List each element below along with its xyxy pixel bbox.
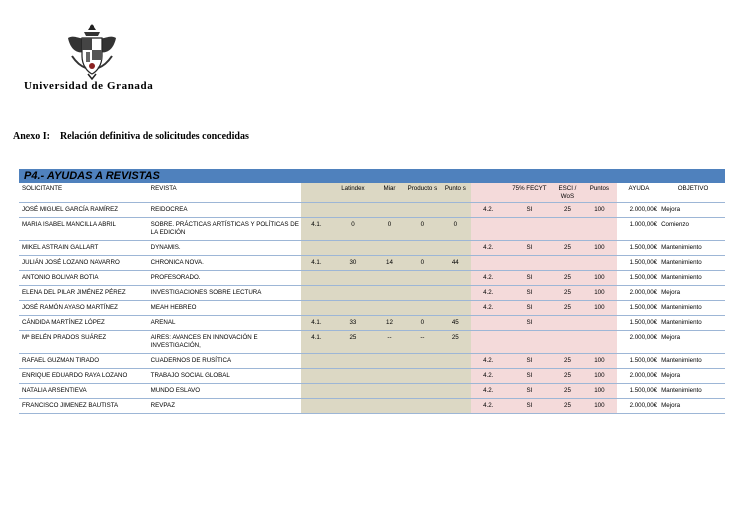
cell-code-g: 4.1. bbox=[301, 330, 332, 353]
cell-objetivo: Mantenimiento bbox=[661, 240, 725, 255]
cell-fecyt bbox=[506, 255, 553, 270]
cell-fecyt: SI bbox=[506, 270, 553, 285]
cell-latindex bbox=[332, 398, 374, 413]
cell-ayuda: 2.000,00€ bbox=[617, 285, 661, 300]
cell-esci: 25 bbox=[553, 383, 582, 398]
cell-miar bbox=[374, 202, 405, 217]
cell-esci: 25 bbox=[553, 240, 582, 255]
cell-latindex bbox=[332, 240, 374, 255]
cell-latindex: 30 bbox=[332, 255, 374, 270]
cell-ayuda: 2.000,00€ bbox=[617, 330, 661, 353]
cell-fecyt: SI bbox=[506, 300, 553, 315]
cell-latindex: 33 bbox=[332, 315, 374, 330]
cell-puntos bbox=[582, 217, 617, 240]
col-header-revista: REVISTA bbox=[150, 185, 177, 192]
cell-code-g: 4.1. bbox=[301, 217, 332, 240]
cell-code-g bbox=[301, 368, 332, 383]
cell-code-p bbox=[471, 255, 506, 270]
cell-ayuda: 2.000,00€ bbox=[617, 398, 661, 413]
cell-ayuda: 2.000,00€ bbox=[617, 368, 661, 383]
cell-objetivo: Mejora bbox=[661, 368, 725, 383]
cell-productos bbox=[405, 383, 440, 398]
cell-puntos: 100 bbox=[582, 300, 617, 315]
cell-objetivo: Mantenimiento bbox=[661, 300, 725, 315]
cell-puntos: 100 bbox=[582, 368, 617, 383]
cell-revista: AIRES: AVANCES EN INNOVACIÓN E INVESTIGACIÓN, bbox=[149, 330, 301, 353]
cell-revista: SOBRE. PRÁCTICAS ARTÍSTICAS Y POLÍTICAS DE LA EDICIÓN bbox=[149, 217, 301, 240]
cell-fecyt: SI bbox=[506, 368, 553, 383]
cell-ayuda: 1.500,00€ bbox=[617, 315, 661, 330]
cell-fecyt: SI bbox=[506, 315, 553, 330]
cell-solicitante: ENRIQUE EDUARDO RAYA LOZANO bbox=[19, 368, 149, 383]
cell-puntos-g bbox=[440, 300, 471, 315]
cell-objetivo: Mantenimiento bbox=[661, 255, 725, 270]
cell-puntos-g bbox=[440, 240, 471, 255]
cell-productos bbox=[405, 368, 440, 383]
cell-latindex bbox=[332, 368, 374, 383]
cell-ayuda: 2.000,00€ bbox=[617, 202, 661, 217]
cell-miar bbox=[374, 398, 405, 413]
cell-revista: REVPAZ bbox=[149, 398, 301, 413]
col-header-latindex: Latindex bbox=[332, 183, 374, 202]
col-header-objetivo: OBJETIVO bbox=[677, 185, 709, 192]
col-header-esci: ESCI / WoS bbox=[553, 183, 582, 202]
cell-code-p: 4.2. bbox=[471, 368, 506, 383]
cell-miar: 12 bbox=[374, 315, 405, 330]
cell-fecyt: SI bbox=[506, 240, 553, 255]
cell-productos: 0 bbox=[405, 217, 440, 240]
col-header-code-g bbox=[301, 183, 332, 202]
cell-objetivo: Mejora bbox=[661, 202, 725, 217]
cell-esci bbox=[553, 315, 582, 330]
annex-title: Relación definitiva de solicitudes concedidas bbox=[59, 131, 249, 142]
cell-esci: 25 bbox=[553, 285, 582, 300]
col-header-puntos: Puntos bbox=[582, 183, 617, 202]
cell-puntos bbox=[582, 315, 617, 330]
cell-revista: DYNAMIS. bbox=[149, 240, 301, 255]
cell-ayuda: 1.000,00€ bbox=[617, 217, 661, 240]
cell-puntos: 100 bbox=[582, 202, 617, 217]
cell-puntos-g bbox=[440, 353, 471, 368]
cell-puntos-g: 45 bbox=[440, 315, 471, 330]
col-header-puntos-g: Punto s bbox=[440, 183, 471, 202]
cell-productos: 0 bbox=[405, 315, 440, 330]
table-row bbox=[19, 255, 725, 270]
cell-solicitante: MARIA ISABEL MANCILLA ABRIL bbox=[19, 217, 149, 240]
cell-code-p: 4.2. bbox=[471, 353, 506, 368]
cell-solicitante: JOSÉ RAMÓN AYASO MARTÍNEZ bbox=[19, 300, 149, 315]
cell-puntos: 100 bbox=[582, 240, 617, 255]
cell-puntos-g: 44 bbox=[440, 255, 471, 270]
cell-ayuda: 1.500,00€ bbox=[617, 353, 661, 368]
cell-code-p bbox=[471, 315, 506, 330]
col-header-ayuda: AYUDA bbox=[628, 185, 650, 192]
cell-puntos: 100 bbox=[582, 383, 617, 398]
cell-puntos-g bbox=[440, 270, 471, 285]
cell-objetivo: Mantenimiento bbox=[661, 383, 725, 398]
cell-code-p: 4.2. bbox=[471, 300, 506, 315]
table-row bbox=[19, 240, 725, 255]
table-row bbox=[19, 398, 725, 413]
cell-revista: INVESTIGACIONES SOBRE LECTURA bbox=[149, 285, 301, 300]
cell-puntos: 100 bbox=[582, 285, 617, 300]
cell-puntos bbox=[582, 255, 617, 270]
cell-solicitante: Mª BELÉN PRADOS SUÁREZ bbox=[19, 330, 149, 353]
cell-ayuda: 1.500,00€ bbox=[617, 383, 661, 398]
cell-esci bbox=[553, 330, 582, 353]
cell-miar bbox=[374, 368, 405, 383]
cell-code-p: 4.2. bbox=[471, 398, 506, 413]
cell-code-p: 4.2. bbox=[471, 383, 506, 398]
table-row bbox=[19, 202, 725, 217]
grants-table-panel bbox=[19, 169, 725, 414]
cell-objetivo: Mantenimiento bbox=[661, 270, 725, 285]
cell-objetivo: Mejora bbox=[661, 330, 725, 353]
col-header-miar: Miar bbox=[374, 183, 405, 202]
cell-esci: 25 bbox=[553, 368, 582, 383]
cell-objetivo: Mantenimiento bbox=[661, 353, 725, 368]
cell-latindex bbox=[332, 270, 374, 285]
table-row bbox=[19, 300, 725, 315]
cell-code-g bbox=[301, 285, 332, 300]
cell-puntos-g bbox=[440, 398, 471, 413]
cell-code-g bbox=[301, 300, 332, 315]
cell-esci bbox=[553, 255, 582, 270]
cell-productos bbox=[405, 300, 440, 315]
cell-fecyt bbox=[506, 330, 553, 353]
cell-productos bbox=[405, 202, 440, 217]
cell-productos: -- bbox=[405, 330, 440, 353]
cell-miar bbox=[374, 240, 405, 255]
cell-code-p bbox=[471, 217, 506, 240]
cell-latindex: 25 bbox=[332, 330, 374, 353]
cell-miar: 14 bbox=[374, 255, 405, 270]
cell-latindex bbox=[332, 202, 374, 217]
cell-code-g bbox=[301, 383, 332, 398]
cell-code-g: 4.1. bbox=[301, 255, 332, 270]
cell-fecyt bbox=[506, 217, 553, 240]
table-row bbox=[19, 270, 725, 285]
cell-revista: MUNDO ESLAVO bbox=[149, 383, 301, 398]
cell-productos bbox=[405, 270, 440, 285]
cell-miar: 0 bbox=[374, 217, 405, 240]
cell-objetivo: Comienzo bbox=[661, 217, 725, 240]
table-header-row bbox=[19, 183, 725, 202]
cell-latindex: 0 bbox=[332, 217, 374, 240]
cell-objetivo: Mejora bbox=[661, 285, 725, 300]
cell-esci: 25 bbox=[553, 202, 582, 217]
cell-code-g bbox=[301, 202, 332, 217]
cell-ayuda: 1.500,00€ bbox=[617, 255, 661, 270]
cell-revista: ARENAL bbox=[149, 315, 301, 330]
cell-miar bbox=[374, 285, 405, 300]
cell-solicitante: ELENA DEL PILAR JIMÉNEZ PÉREZ bbox=[19, 285, 149, 300]
cell-fecyt: SI bbox=[506, 202, 553, 217]
cell-code-g: 4.1. bbox=[301, 315, 332, 330]
cell-esci: 25 bbox=[553, 270, 582, 285]
section-title: P4.- AYUDAS A REVISTAS bbox=[19, 169, 725, 183]
col-header-fecyt: 75% FECYT bbox=[506, 183, 553, 202]
cell-code-p: 4.2. bbox=[471, 270, 506, 285]
cell-revista: PROFESORADO. bbox=[149, 270, 301, 285]
cell-revista: CHRONICA NOVA. bbox=[149, 255, 301, 270]
col-header-productos: Producto s bbox=[405, 183, 440, 202]
cell-puntos bbox=[582, 330, 617, 353]
table-row bbox=[19, 368, 725, 383]
cell-code-g bbox=[301, 240, 332, 255]
cell-productos bbox=[405, 398, 440, 413]
cell-objetivo: Mejora bbox=[661, 398, 725, 413]
cell-esci bbox=[553, 217, 582, 240]
cell-solicitante: FRANCISCO JIMENEZ BAUTISTA bbox=[19, 398, 149, 413]
cell-esci: 25 bbox=[553, 398, 582, 413]
cell-revista: REIDOCREA bbox=[149, 202, 301, 217]
cell-productos bbox=[405, 285, 440, 300]
cell-solicitante: JULIÁN JOSÉ LOZANO NAVARRO bbox=[19, 255, 149, 270]
university-name: Universidad de Granada bbox=[24, 80, 154, 92]
cell-code-p bbox=[471, 330, 506, 353]
cell-esci: 25 bbox=[553, 300, 582, 315]
cell-solicitante: MIKEL ASTRAIN GALLART bbox=[19, 240, 149, 255]
cell-solicitante: CÁNDIDA MARTÍNEZ LÓPEZ bbox=[19, 315, 149, 330]
cell-revista: MEAH HEBREO bbox=[149, 300, 301, 315]
table-row bbox=[19, 353, 725, 368]
col-header-code-p bbox=[471, 183, 506, 202]
cell-fecyt: SI bbox=[506, 285, 553, 300]
cell-puntos: 100 bbox=[582, 270, 617, 285]
table-row bbox=[19, 330, 725, 353]
cell-ayuda: 1.500,00€ bbox=[617, 270, 661, 285]
cell-code-g bbox=[301, 353, 332, 368]
cell-code-p: 4.2. bbox=[471, 285, 506, 300]
university-crest-logo bbox=[62, 22, 122, 80]
annex-heading bbox=[13, 131, 249, 142]
cell-productos: 0 bbox=[405, 255, 440, 270]
cell-miar bbox=[374, 353, 405, 368]
cell-miar bbox=[374, 270, 405, 285]
cell-puntos: 100 bbox=[582, 353, 617, 368]
cell-fecyt: SI bbox=[506, 398, 553, 413]
cell-solicitante: JOSÉ MIGUEL GARCÍA RAMÍREZ bbox=[19, 202, 149, 217]
cell-productos bbox=[405, 240, 440, 255]
table-row bbox=[19, 285, 725, 300]
cell-latindex bbox=[332, 353, 374, 368]
cell-objetivo: Mantenimiento bbox=[661, 315, 725, 330]
cell-puntos-g: 25 bbox=[440, 330, 471, 353]
cell-latindex bbox=[332, 285, 374, 300]
cell-puntos-g bbox=[440, 202, 471, 217]
cell-revista: CUADERNOS DE RUSÍTICA bbox=[149, 353, 301, 368]
cell-miar: -- bbox=[374, 330, 405, 353]
cell-ayuda: 1.500,00€ bbox=[617, 240, 661, 255]
cell-solicitante: ANTONIO BOLIVAR BOTIA bbox=[19, 270, 149, 285]
cell-solicitante: NATALIA ARSENTIEVA bbox=[19, 383, 149, 398]
cell-code-p: 4.2. bbox=[471, 240, 506, 255]
cell-miar bbox=[374, 383, 405, 398]
cell-ayuda: 1.500,00€ bbox=[617, 300, 661, 315]
cell-puntos-g: 0 bbox=[440, 217, 471, 240]
cell-puntos-g bbox=[440, 368, 471, 383]
cell-fecyt: SI bbox=[506, 383, 553, 398]
cell-code-g bbox=[301, 398, 332, 413]
cell-code-p: 4.2. bbox=[471, 202, 506, 217]
cell-code-g bbox=[301, 270, 332, 285]
cell-puntos-g bbox=[440, 285, 471, 300]
table-row bbox=[19, 217, 725, 240]
cell-latindex bbox=[332, 383, 374, 398]
cell-fecyt: SI bbox=[506, 353, 553, 368]
cell-miar bbox=[374, 300, 405, 315]
annex-label: Anexo I: bbox=[13, 131, 50, 142]
cell-revista: TRABAJO SOCIAL GLOBAL bbox=[149, 368, 301, 383]
table-row bbox=[19, 315, 725, 330]
cell-productos bbox=[405, 353, 440, 368]
cell-puntos-g bbox=[440, 383, 471, 398]
cell-esci: 25 bbox=[553, 353, 582, 368]
grants-table bbox=[19, 183, 725, 413]
table-row bbox=[19, 383, 725, 398]
cell-latindex bbox=[332, 300, 374, 315]
cell-solicitante: RAFAEL GUZMAN TIRADO bbox=[19, 353, 149, 368]
col-header-solicitante: SOLICITANTE bbox=[22, 185, 63, 192]
cell-puntos: 100 bbox=[582, 398, 617, 413]
